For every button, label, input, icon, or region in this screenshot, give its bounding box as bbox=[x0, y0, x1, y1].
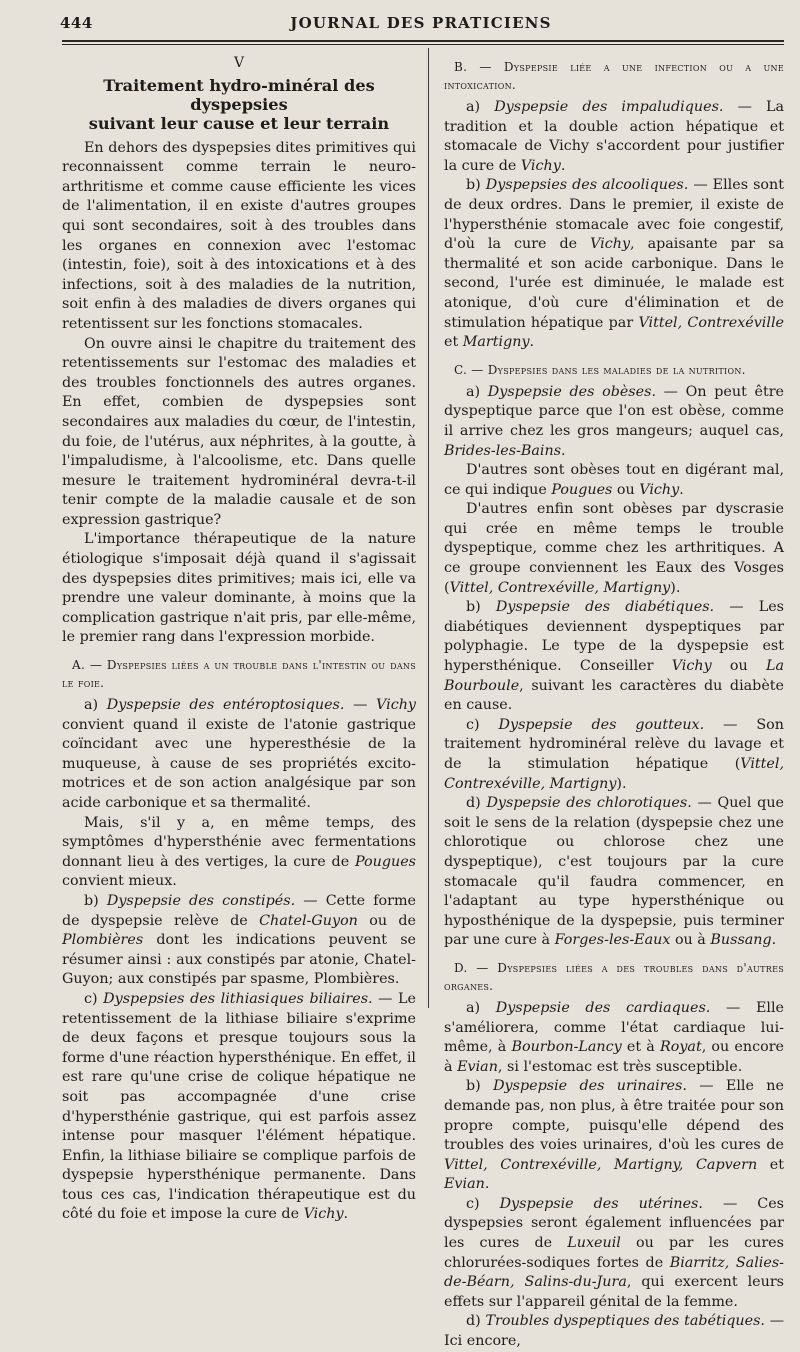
place-name: Vichy bbox=[303, 1206, 344, 1223]
header-rule-thin bbox=[62, 44, 784, 45]
item-text: — Quel que soit le sens de la relation (dyspepsie chez une chlorotique ou chlorose chez une dyspeptique), c'est toujours par la cure stomacale qu'il faudra commencer, en l'adaptant au type hypersthénique ou hyposthénique de la dyspepsie, puis terminer par une cure à bbox=[444, 795, 785, 949]
item-text: . bbox=[561, 442, 566, 459]
item-title: Dyspepsie des utérines. bbox=[499, 1195, 703, 1212]
place-name: Biarritz, Salies-de-Béarn, Salins-du-Jura bbox=[444, 1254, 784, 1291]
item-text: D'autres sont obèses tout en digérant mal, ce qui indique bbox=[444, 462, 784, 498]
item-text: . bbox=[771, 932, 777, 949]
place-name: Vichy bbox=[671, 658, 712, 675]
place-name: Forges-les-Eaux bbox=[554, 932, 671, 949]
item-lead: b) bbox=[466, 177, 486, 194]
item-text: ou bbox=[711, 658, 766, 675]
place-name: Evian bbox=[444, 1176, 485, 1193]
place-name: Vichy bbox=[376, 697, 416, 714]
paragraph-c-d bbox=[444, 794, 784, 951]
place-name: Bourbon-Lancy bbox=[511, 1039, 622, 1056]
place-name: Luxeuil bbox=[567, 1235, 621, 1252]
place-name: Vittel, Contrexéville, Martigny bbox=[444, 756, 784, 792]
item-title: Dyspepsie des chlorotiques. bbox=[486, 795, 692, 812]
item-lead: b) bbox=[466, 599, 496, 616]
item-lead: a) bbox=[466, 999, 496, 1016]
subsection-heading-d: D. — Dyspepsies liées a des troubles dans d'autres organes. bbox=[444, 960, 784, 993]
subsection-heading-a: A. — Dyspepsies liées a un trouble dans l'intestin ou dans le foie. bbox=[62, 658, 416, 691]
item-text: ou par les cures chlorurées-sodiques fortes de bbox=[444, 1235, 784, 1271]
intro-paragraph-2: On ouvre ainsi le chapitre du traitement des retentissements sur l'estomac des maladies et des troubles fonctionnels des autres organes. En effet, combien de dyspepsies sont secondaires aux maladies du cœur, de l'intestin, du foie, de l'utérus, aux néphrites, à la goutte, à l'impaludisme, à l'alcoolisme, etc. Dans quelle mesure le traitement hydrominéral devra-t-il tenir compte de la maladie causale et de son expression gastrique? bbox=[62, 335, 416, 528]
place-name: Vichy bbox=[639, 481, 680, 498]
right-column bbox=[444, 52, 784, 1352]
item-text: , suivant les caractères du diabète en cause. bbox=[444, 677, 784, 714]
item-lead: a) bbox=[84, 697, 107, 714]
item-text: et bbox=[444, 334, 463, 351]
dash: — bbox=[344, 697, 377, 714]
place-name: Evian bbox=[457, 1058, 498, 1075]
item-text: . bbox=[484, 1176, 490, 1193]
paragraph-d-c bbox=[444, 1195, 784, 1313]
paragraph-c-a bbox=[444, 383, 784, 461]
item-text: ou bbox=[612, 481, 640, 498]
column-divider bbox=[428, 48, 429, 1008]
item-lead: a) bbox=[466, 383, 488, 400]
item-text: — Son traitement hydrominéral relève du lavage et de la stimulation hépatique ( bbox=[444, 716, 784, 772]
item-title: Troubles dyspeptiques des tabétiques. bbox=[485, 1313, 765, 1330]
item-lead: c) bbox=[466, 716, 499, 733]
item-title: Dyspepsies des lithiasiques biliaires. bbox=[103, 990, 373, 1007]
paragraph-d-a bbox=[444, 999, 784, 1077]
item-lead: b) bbox=[466, 1078, 494, 1095]
item-lead: d) bbox=[466, 1313, 486, 1330]
item-title: Dyspepsie des constipés. bbox=[106, 892, 296, 909]
item-text: — Ici encore, bbox=[444, 1313, 785, 1350]
item-text: convient quand il existe de l'atonie gastrique coïncidant avec une hyperesthésie de la muqueuse, à cause de ses propriétés excito-motrices et de son action analgésique par son acide carbonique et sa thermalité. bbox=[62, 716, 416, 811]
running-title: JOURNAL DES PRATICIENS bbox=[290, 14, 552, 32]
place-name: Martigny bbox=[462, 334, 530, 351]
section-number: V bbox=[233, 55, 245, 71]
item-text: — Cette forme de dyspepsie relève de bbox=[62, 892, 416, 929]
item-lead: b) bbox=[84, 892, 107, 909]
item-text: — Les diabétiques deviennent dyspeptiques par polyphagie. Le type de la dyspepsie est hypersthénique. Conseiller bbox=[444, 599, 784, 675]
item-text: ). bbox=[670, 579, 681, 596]
paragraph-c-c bbox=[444, 716, 784, 794]
paragraph-b-a bbox=[444, 98, 784, 176]
item-text: — Le retentissement de la lithiase biliaire s'exprime de deux façons et presque toujours sous la forme d'une réaction hypersthénique. En effet, il est rare qu'une crise de colique hépatique ne soit pas accompagnée d'une crise d'hypersthénie gastrique, qui est parfois assez intense pour masquer l'élément hépatique. Enfin, la lithiase biliaire se complique parfois de dyspepsie hypersthénique permanente. Dans tous ces cas, l'indication thérapeutique est du côté du foie et impose la cure de bbox=[62, 990, 416, 1223]
item-text: ou de bbox=[357, 912, 416, 929]
item-text: — Elle s'améliorera, comme l'état cardiaque lui-même, à bbox=[444, 999, 785, 1056]
paragraph-a-a-2 bbox=[62, 814, 416, 892]
subsection-heading-b: B. — Dyspepsie liée a une infection ou a une intoxication. bbox=[444, 60, 784, 92]
paragraph-c-a-2 bbox=[444, 461, 784, 500]
page-header bbox=[60, 12, 782, 38]
item-text: ). bbox=[616, 775, 627, 792]
item-lead: c) bbox=[84, 990, 104, 1007]
item-text: — Elle ne demande pas, non plus, à être traitée pour son propre compte, puisqu'elle dépend des troubles des voies urinaires, d'où les cures de bbox=[444, 1078, 784, 1154]
item-text: , si l'estomac est très susceptible. bbox=[497, 1058, 743, 1075]
intro-paragraph-1: En dehors des dyspepsies dites primitives qui reconnaissent comme terrain le neuro-arthritisme et comme cause efficiente les vices de l'alimentation, il en existe d'autres groupes qui sont secondaires, soit à des troubles dans les organes en connexion avec l'estomac (intestin, foie), soit à des intoxications et à des infections, soit à des maladies de la nutrition, soit enfin à des maladies de divers organes qui retentissent sur les fonctions stomacales. bbox=[62, 139, 416, 332]
item-text: — On peut être dyspeptique parce que l'on est obèse, comme il arrive chez les gros mangeurs; auquel cas, bbox=[444, 383, 784, 439]
item-lead: d) bbox=[466, 795, 487, 812]
header-rule bbox=[62, 40, 784, 42]
item-title: Dyspepsies des alcooliques. bbox=[485, 177, 689, 194]
place-name: Vichy bbox=[590, 236, 631, 253]
item-text: — La tradition et la double action hépatique et stomacale de Vichy s'accordent pour justifier la cure de bbox=[444, 99, 785, 174]
item-title: Dyspepsie des diabétiques. bbox=[495, 599, 715, 616]
item-text: ou à bbox=[670, 932, 711, 949]
item-text: et bbox=[757, 1156, 784, 1173]
section-title-line-2: suivant leur cause et leur terrain bbox=[88, 113, 390, 133]
item-text: , qui exercent leurs effets sur l'appareil génital de la femme. bbox=[444, 1274, 784, 1310]
place-name: Vittel, Contrexéville, Martigny, Capvern bbox=[444, 1156, 758, 1173]
paragraph-b-b bbox=[444, 176, 784, 352]
item-text: , ou encore à bbox=[444, 1039, 784, 1075]
item-text: D'autres enfin sont obèses par dyscrasie qui crée en même temps le trouble dyspeptique, comme chez les arthritiques. A ce groupe conviennent les Eaux des Vosges ( bbox=[444, 501, 784, 596]
item-text: convient mieux. bbox=[62, 873, 177, 890]
page-number: 444 bbox=[60, 14, 93, 32]
paragraph-a-c bbox=[62, 990, 416, 1225]
item-title: Dyspepsie des cardiaques. bbox=[495, 999, 711, 1016]
place-name: Pougues bbox=[354, 853, 416, 870]
item-text: — Elles sont de deux ordres. Dans le premier, il existe de l'hypersthénie stomacale avec foie congestif, d'où la cure de bbox=[444, 177, 784, 253]
place-name: Chatel-Guyon bbox=[259, 912, 358, 929]
place-name: Pougues bbox=[551, 481, 613, 498]
item-title: Dyspepsie des impaludiques. bbox=[494, 99, 724, 115]
subsection-heading-c: C. — Dyspepsies dans les maladies de la nutrition. bbox=[454, 362, 746, 377]
paragraph-c-a-3 bbox=[444, 500, 784, 598]
item-text: Mais, s'il y a, en même temps, des symptômes d'hypersthénie avec fermentations donnant lieu à des vertiges, la cure de bbox=[62, 814, 416, 870]
item-text: , apaisante par sa thermalité et son acide carbonique. Dans le second, l'urée est diminuée, le malade est atonique, d'où cure d'élimination et de stimulation hépatique par bbox=[444, 236, 784, 331]
place-name: Bussang bbox=[710, 932, 772, 949]
paragraph-a-b bbox=[62, 892, 416, 990]
item-text: . bbox=[560, 157, 566, 174]
place-name: Vichy bbox=[520, 157, 561, 174]
left-column bbox=[62, 52, 416, 1225]
item-text: . bbox=[679, 481, 684, 498]
item-text: . bbox=[343, 1206, 349, 1223]
item-text: — Ces dyspepsies seront également influencées par les cures de bbox=[444, 1195, 785, 1252]
item-text: . bbox=[529, 334, 535, 351]
place-name: La Bourboule bbox=[444, 658, 784, 694]
item-title: Dyspepsie des urinaires. bbox=[493, 1078, 687, 1095]
item-text: dont les indications peuvent se résumer ainsi : aux constipés par atonie, Chatel-Guyon; aux constipés par spasme, Plombières. bbox=[62, 932, 416, 988]
intro-paragraph-3: L'importance thérapeutique de la nature étiologique s'imposait déjà quand il s'agissait des dyspepsies dites primitives; mais ici, elle va prendre une valeur dominante, à moins que la complication gastrique n'ait pris, par elle-même, le premier rang dans l'expression morbide. bbox=[62, 531, 416, 646]
section-title bbox=[62, 76, 416, 133]
item-title: Dyspepsie des goutteux. bbox=[498, 716, 705, 733]
item-text: et à bbox=[621, 1039, 660, 1056]
place-name: Royat bbox=[659, 1039, 702, 1056]
item-lead: c) bbox=[466, 1195, 500, 1212]
paragraph-c-b bbox=[444, 598, 784, 716]
place-name: Brides-les-Bains bbox=[444, 442, 562, 459]
paragraph-a-a bbox=[62, 696, 416, 814]
item-title: Dyspepsie des entéroptosiques. bbox=[106, 697, 345, 714]
place-name: Plombières bbox=[62, 932, 144, 949]
item-title: Dyspepsie des obèses. bbox=[487, 383, 656, 400]
section-title-line-1: Traitement hydro-minéral des dyspepsies bbox=[103, 75, 375, 114]
place-name: Vittel, Contrexéville, Martigny bbox=[449, 579, 671, 596]
place-name: Vittel, Contrexéville bbox=[638, 314, 784, 331]
paragraph-d-b bbox=[444, 1077, 784, 1195]
paragraph-d-d bbox=[444, 1312, 784, 1351]
item-lead: a) bbox=[466, 99, 495, 115]
